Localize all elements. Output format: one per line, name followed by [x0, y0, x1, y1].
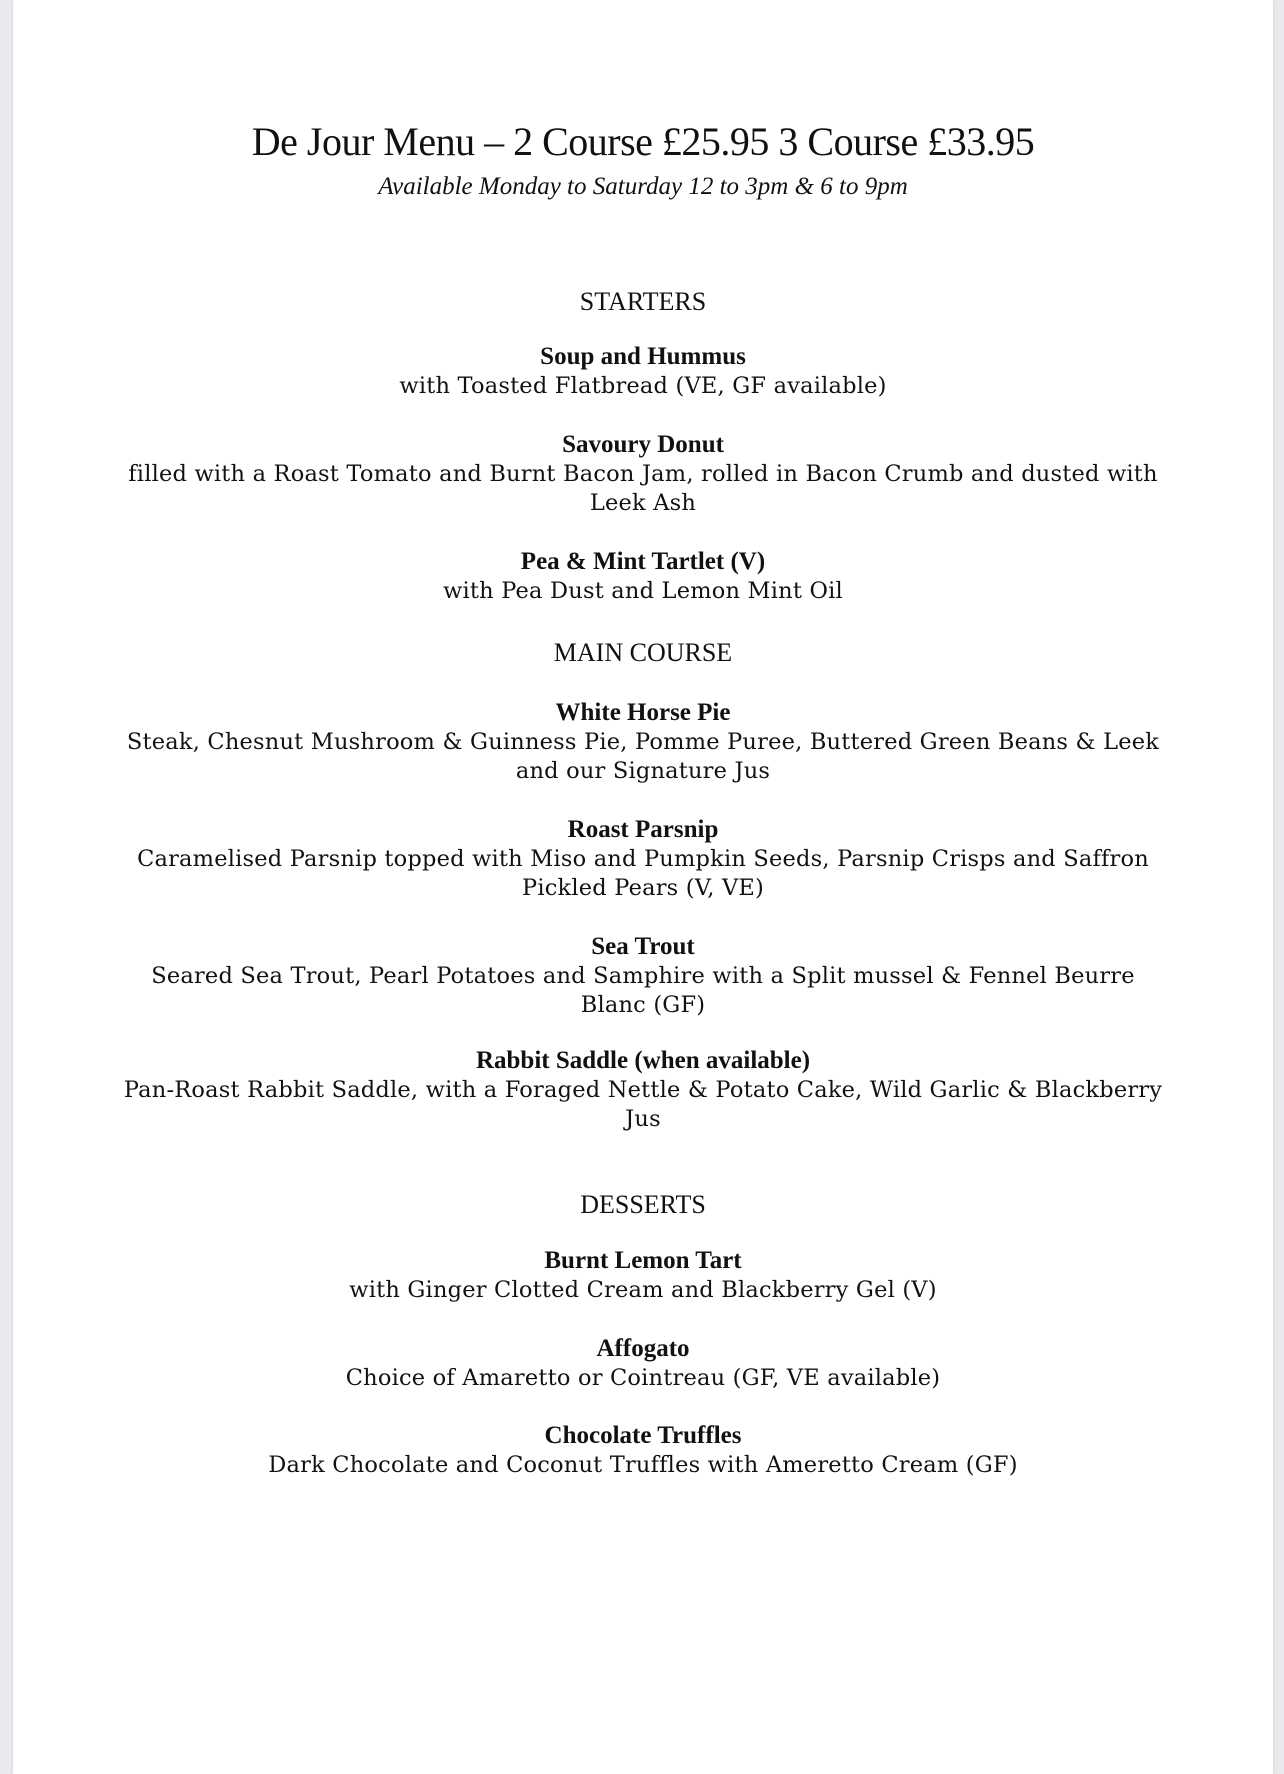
menu-item-name: Sea Trout: [591, 933, 695, 960]
menu-item: [123, 430, 1163, 518]
menu-item-name: White Horse Pie: [555, 699, 731, 726]
section-heading-starters: STARTERS: [579, 287, 707, 316]
menu-title: De Jour Menu – 2 Course £25.95 3 Course £33.95: [251, 119, 1035, 164]
menu-item-description: Seared Sea Trout, Pearl Potatoes and Samphire with a Split mussel & Fennel Beurre Blanc (GF): [151, 963, 1135, 1018]
menu-item-name: Burnt Lemon Tart: [544, 1247, 742, 1274]
section-heading-main-course: MAIN COURSE: [553, 638, 733, 667]
menu-item: [123, 342, 1163, 401]
menu-item-name: Pea & Mint Tartlet (V): [520, 548, 766, 575]
menu-item: [123, 1334, 1163, 1393]
menu-item: [123, 815, 1163, 903]
menu-item-description: filled with a Roast Tomato and Burnt Bacon Jam, rolled in Bacon Crumb and dusted with Leek Ash: [128, 461, 1158, 516]
menu-item-description: with Toasted Flatbread (VE, GF available): [399, 373, 887, 399]
menu-item-description: Steak, Chesnut Mushroom & Guinness Pie, Pomme Puree, Buttered Green Beans & Leek and our Signature Jus: [126, 729, 1160, 784]
menu-item: [123, 698, 1163, 786]
menu-item-name: Chocolate Truffles: [544, 1422, 742, 1449]
menu-item-name: Roast Parsnip: [567, 816, 719, 843]
menu-item-description: with Pea Dust and Lemon Mint Oil: [443, 578, 843, 604]
menu-item-name: Savoury Donut: [562, 431, 724, 458]
menu-item-name: Affogato: [596, 1335, 690, 1362]
menu-item: [123, 932, 1163, 1020]
menu-page: [13, 0, 1273, 1774]
section-heading-desserts: DESSERTS: [580, 1190, 706, 1219]
menu-item: [123, 547, 1163, 606]
menu-item-description: Caramelised Parsnip topped with Miso and Pumpkin Seeds, Parsnip Crisps and Saffron Pickled Pears (V, VE): [137, 846, 1149, 901]
menu-item: [123, 1246, 1163, 1305]
menu-item-description: Pan-Roast Rabbit Saddle, with a Foraged Nettle & Potato Cake, Wild Garlic & Blackberry Jus: [123, 1077, 1163, 1132]
menu-item: [123, 1421, 1163, 1480]
menu-item: [123, 1046, 1163, 1134]
menu-item-name: Soup and Hummus: [540, 343, 746, 370]
menu-availability: Available Monday to Saturday 12 to 3pm & 6 to 9pm: [378, 173, 908, 200]
menu-item-description: with Ginger Clotted Cream and Blackberry Gel (V): [349, 1277, 937, 1303]
menu-item-description: Choice of Amaretto or Cointreau (GF, VE available): [345, 1365, 941, 1391]
menu-item-name: Rabbit Saddle (when available): [475, 1047, 811, 1074]
menu-item-description: Dark Chocolate and Coconut Truffles with Ameretto Cream (GF): [268, 1452, 1018, 1478]
